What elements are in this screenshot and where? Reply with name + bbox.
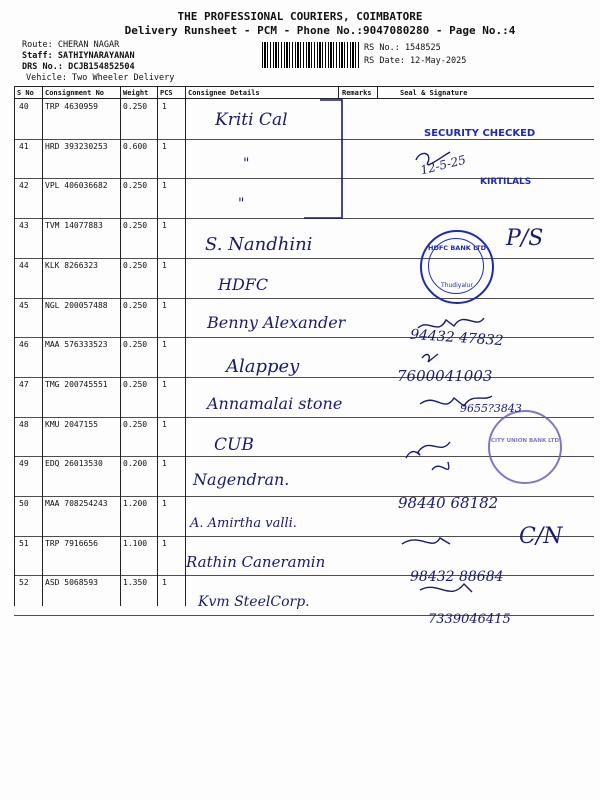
cell-weight: 0.250 — [123, 181, 148, 191]
handwriting-consignee-46: Alappey — [226, 356, 300, 377]
signature-scribbles — [380, 140, 580, 620]
ditto-bracket — [300, 92, 350, 232]
handwriting-consignee-43: S. Nandhini — [205, 234, 313, 255]
col-divider — [185, 86, 186, 606]
cell-sno: 42 — [19, 181, 29, 191]
cell-pcs: 1 — [162, 181, 167, 191]
cell-sno: 47 — [19, 379, 29, 389]
cell-weight: 0.200 — [123, 459, 148, 469]
staff-name: SATHIYNARAYANAN — [57, 51, 135, 61]
phone-46: 7600041003 — [397, 367, 493, 385]
route-text: Route: CHERAN NAGAR — [22, 40, 120, 50]
handwriting-consignee-47: Annamalai stone — [207, 394, 343, 413]
staff-line — [22, 51, 135, 61]
cell-sno: 49 — [19, 459, 29, 469]
cell-sno: 43 — [19, 221, 29, 231]
cell-weight: 0.250 — [123, 300, 148, 310]
phone-52: 7339046415 — [428, 612, 511, 627]
cell-sno: 50 — [19, 499, 29, 508]
security-checked-stamp: SECURITY CHECKED — [424, 128, 536, 139]
cell-weight: 1.100 — [123, 538, 148, 548]
cell-consignment-no: EDQ 26013530 — [45, 459, 103, 469]
cell-consignment-no: MAA 708254243 — [45, 499, 108, 508]
cell-consignment-no: TMG 200745551 — [45, 379, 108, 389]
cell-pcs: 1 — [162, 221, 167, 231]
col-divider — [377, 86, 378, 98]
cell-sno: 41 — [19, 141, 29, 151]
cell-consignment-no: VPL 406036682 — [45, 181, 108, 191]
cell-pcs: 1 — [162, 459, 167, 469]
vehicle-text: Vehicle: Two Wheeler Delivery — [26, 73, 175, 83]
runsheet-subtitle: Delivery Runsheet - PCM - Phone No.:9047080280 - Page No.:4 — [124, 24, 516, 37]
cell-consignment-no: KLK 8266323 — [45, 260, 98, 270]
handwriting-ditto-41: " — [243, 156, 250, 172]
cell-sno: 48 — [19, 419, 29, 429]
cell-consignment-no: HRD 393230253 — [45, 141, 108, 151]
cell-sno: 44 — [19, 260, 29, 270]
col-header-consignee: Consignee Details — [188, 89, 260, 97]
col-header-consignment: Consignment No — [45, 89, 105, 97]
handwriting-consignee-52: Kvm SteelCorp. — [198, 594, 310, 610]
rs-date: RS Date: 12-May-2025 — [364, 56, 467, 66]
col-header-sno: S No — [17, 89, 34, 97]
cell-pcs: 1 — [162, 379, 167, 389]
cell-weight: 0.600 — [123, 141, 148, 151]
cell-pcs: 1 — [162, 141, 167, 151]
ps-remark: P/S — [506, 226, 544, 251]
col-divider — [120, 86, 121, 606]
table-left-border — [14, 86, 15, 606]
handwriting-consignee-50: A. Amirtha valli. — [190, 516, 297, 531]
cell-pcs: 1 — [162, 260, 167, 270]
drs-line — [22, 62, 135, 72]
cell-consignment-no: TVM 14077883 — [45, 221, 103, 231]
col-header-remarks: Remarks — [342, 89, 372, 97]
cell-pcs: 1 — [162, 102, 167, 111]
cell-sno: 40 — [19, 102, 29, 111]
handwriting-consignee-48: CUB — [214, 435, 254, 455]
cell-weight: 1.200 — [123, 499, 148, 508]
cell-consignment-no: NGL 200057488 — [45, 300, 108, 310]
cell-pcs: 1 — [162, 300, 167, 310]
rs-number: RS No.: 1548525 — [364, 43, 441, 53]
signature-date: 12-5-25 — [418, 152, 468, 178]
cub-seal-text: CITY UNION BANK LTD — [490, 438, 560, 444]
phone-51: 98432 88684 — [410, 569, 504, 585]
cell-pcs: 1 — [162, 499, 167, 508]
cell-consignment-no: ASD 5068593 — [45, 578, 98, 588]
staff-label: Staff: — [22, 51, 53, 61]
barcode — [262, 42, 360, 68]
kirtilals-stamp: KIRTILALS — [480, 177, 532, 187]
cell-pcs: 1 — [162, 419, 167, 429]
cell-consignment-no: TRP 4630959 — [45, 102, 98, 111]
cell-sno: 51 — [19, 538, 29, 548]
cell-weight: 0.250 — [123, 419, 148, 429]
cell-pcs: 1 — [162, 340, 167, 350]
company-title: THE PROFESSIONAL COURIERS, COIMBATORE — [177, 10, 423, 23]
handwriting-consignee-49: Nagendran. — [193, 470, 290, 489]
cell-weight: 1.350 — [123, 578, 148, 588]
hdfc-seal-text: HDFC BANK LTD — [428, 244, 486, 252]
cell-weight: 0.250 — [123, 221, 148, 231]
cell-consignment-no: TRP 7916656 — [45, 538, 98, 548]
cell-sno: 52 — [19, 578, 29, 588]
col-divider — [157, 86, 158, 606]
cell-consignment-no: MAA 576333523 — [45, 340, 108, 350]
cell-weight: 0.250 — [123, 379, 148, 389]
handwriting-consignee-45: Benny Alexander — [207, 313, 346, 332]
handwriting-consignee-40: Kriti Cal — [215, 110, 288, 130]
phone-45: 94432 47832 — [409, 326, 504, 350]
phone-47: 9655?3843 — [460, 402, 522, 415]
col-header-seal: Seal & Signature — [400, 89, 468, 97]
hdfc-seal-branch: Thudiyalur — [441, 282, 473, 289]
table-top-border — [14, 86, 594, 87]
phone-49: 98440 68182 — [398, 494, 499, 512]
handwriting-consignee-44: HDFC — [218, 275, 269, 294]
cell-pcs: 1 — [162, 578, 167, 588]
cell-weight: 0.250 — [123, 260, 148, 270]
handwriting-consignee-51: Rathin Caneramin — [186, 553, 326, 571]
handwriting-ditto-42: " — [238, 196, 245, 212]
drs-number: DCJB154852504 — [68, 62, 135, 72]
col-header-pcs: PCS — [160, 89, 173, 97]
col-divider — [42, 86, 43, 606]
cn-remark: C/N — [519, 524, 563, 549]
cell-sno: 46 — [19, 340, 29, 350]
col-header-weight: Weight — [123, 89, 149, 97]
cell-weight: 0.250 — [123, 340, 148, 350]
drs-label: DRS No.: — [22, 62, 63, 72]
cell-pcs: 1 — [162, 538, 167, 548]
cell-consignment-no: KMU 2047155 — [45, 419, 98, 429]
cell-weight: 0.250 — [123, 102, 148, 111]
cell-sno: 45 — [19, 300, 29, 310]
